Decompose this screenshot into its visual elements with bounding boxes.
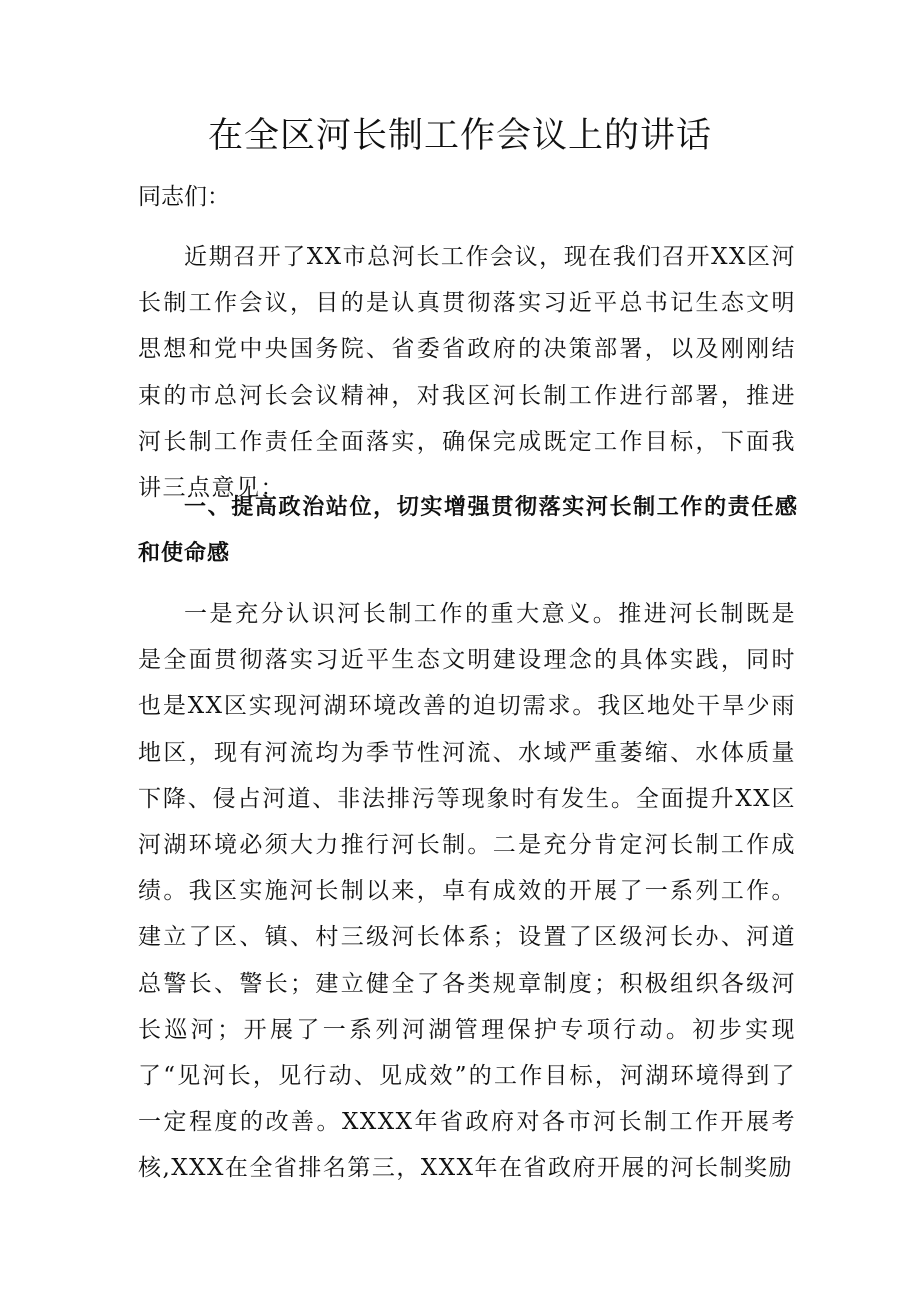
section-one-paragraph: 一是充分认识河长制工作的重大意义。推进河长制既是是全面贯彻落实习近平生态文明建设理念的具体实践，同时也是XX区实现河湖环境改善的迫切需求。我区地处干旱少雨地区，现有河流均为季节性河流、水域严重萎缩、水体质量下降、侵占河道、非法排污等现象时有发生。全面提升XX区河湖环境必须大力推行河长制。二是充分肯定河长制工作成绩。我区实施河长制以来，卓有成效的开展了一系列工作。建立了区、镇、村三级河长体系；设置了区级河长办、河道总警长、警长；建立健全了各类规章制度；积极组织各级河长巡河；开展了一系列河湖管理保护专项行动。初步实现了“见河长，见行动、见成效”的工作目标，河湖环境得到了一定程度的改善。XXXX年省政府对各市河长制工作开展考核,XXX在全省排名第三，XXX年在省政府开展的河长制奖励 (138, 601, 796, 1182)
document-title: 在全区河长制工作会议上的讲话 (207, 116, 712, 156)
intro-paragraph: 近期召开了XX市总河长工作会议，现在我们召开XX区河长制工作会议，目的是认真贯彻落实习近平总书记生态文明思想和党中央国务院、省委省政府的决策部署，以及刚刚结束的市总河长会议精神，对我区河长制工作进行部署，推进河长制工作责任全面落实，确保完成既定工作目标，下面我讲三点意见： (138, 244, 796, 502)
section-one-heading: 一、提高政治站位，切实增强贯彻落实河长制工作的责任感和使命感 (138, 495, 798, 566)
salutation: 同志们： (138, 184, 230, 210)
